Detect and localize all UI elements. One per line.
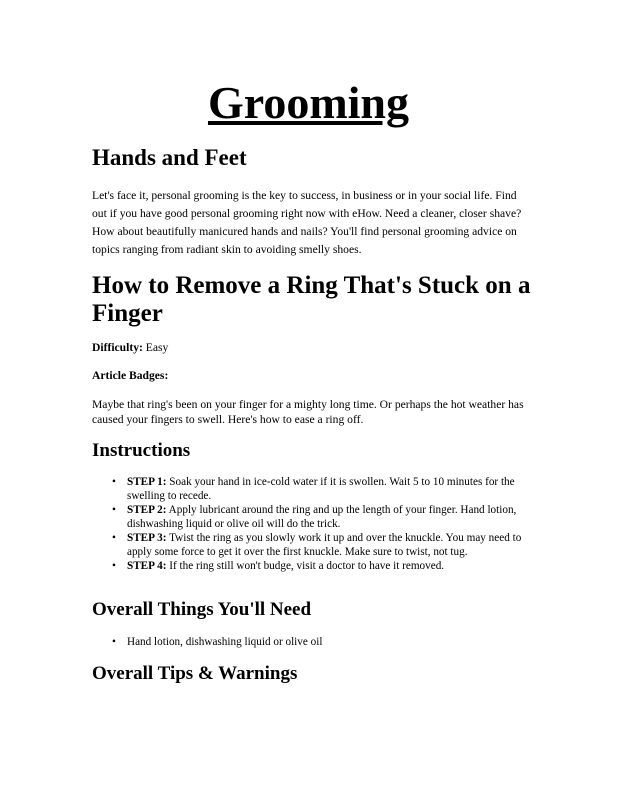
step-text: Apply lubricant around the ring and up the length of your finger. Hand lotion, dishwashing liquid or olive oil will do the trick. [127, 504, 517, 530]
badges-line [92, 368, 168, 384]
page-title: Grooming [207, 77, 410, 128]
step-label: STEP 3: [127, 532, 167, 544]
bullet-icon: • [112, 504, 116, 516]
list-item [92, 531, 532, 559]
article-heading: How to Remove a Ring That's Stuck on a Finger [92, 272, 531, 327]
needs-list [92, 635, 532, 649]
bullet-icon: • [112, 560, 116, 572]
list-item [92, 475, 532, 503]
intro-paragraph: Let's face it, personal grooming is the key to success, in business or in your social life. Find out if you have good personal grooming right now with eHow. Need a cleaner, closer shave? How about beautifully manicured hands and nails? You'll find personal grooming advice on topics ranging from radiant skin to avoiding smelly shoes. [92, 189, 522, 256]
bullet-icon: • [112, 636, 116, 648]
section-heading: Hands and Feet [92, 145, 247, 170]
step-label: STEP 2: [127, 504, 167, 516]
article-summary: Maybe that ring's been on your finger for a mighty long time. Or perhaps the hot weather has caused your fingers to swell. Here's how to ease a ring off. [92, 398, 524, 426]
difficulty-value: Easy [145, 341, 169, 354]
step-text: Twist the ring as you slowly work it up and over the knuckle. You may need to apply some force to get it over the first knuckle. Make sure to twist, not tug. [127, 532, 522, 558]
list-item [92, 559, 532, 573]
step-label: STEP 1: [127, 476, 167, 488]
needs-item-text: Hand lotion, dishwashing liquid or olive oil [127, 636, 323, 648]
needs-heading: Overall Things You'll Need [92, 599, 312, 620]
step-label: STEP 4: [127, 560, 167, 572]
step-text: Soak your hand in ice-cold water if it is swollen. Wait 5 to 10 minutes for the swelling to recede. [127, 476, 515, 502]
list-item [92, 635, 532, 649]
difficulty-label: Difficulty: [92, 341, 143, 354]
bullet-icon: • [112, 476, 116, 488]
difficulty-line [92, 340, 168, 356]
list-item [92, 503, 532, 531]
tips-heading: Overall Tips & Warnings [92, 663, 298, 684]
badges-label: Article Badges: [92, 369, 169, 382]
instructions-list [92, 475, 532, 573]
bullet-icon: • [112, 532, 116, 544]
step-text: If the ring still won't budge, visit a doctor to have it removed. [169, 560, 445, 572]
instructions-heading: Instructions [92, 440, 191, 461]
